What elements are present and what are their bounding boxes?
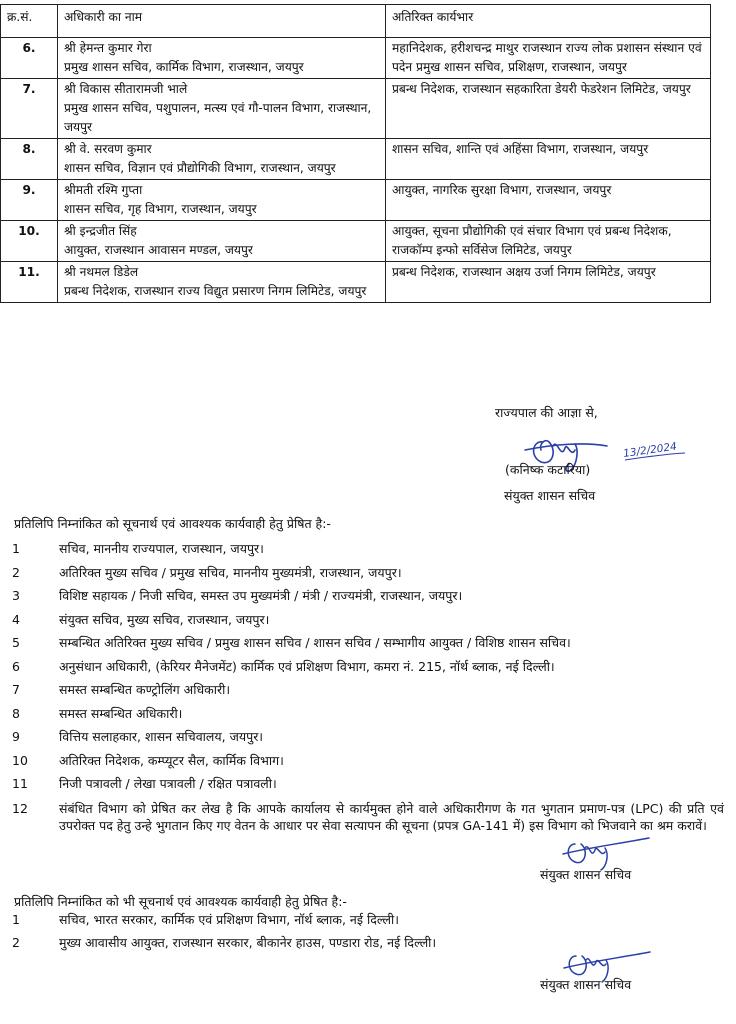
officer-name: श्री नथमल डिडेल bbox=[64, 265, 139, 279]
officer-name: श्रीमती रश्मि गुप्ता bbox=[64, 183, 143, 197]
item-text: वित्तिय सलाहकार, शासन सचिवालय, जयपुर। bbox=[59, 729, 264, 744]
signature-date: 13/2/2024 bbox=[622, 440, 678, 460]
list-item bbox=[0, 655, 730, 679]
item-number: 4 bbox=[12, 611, 20, 627]
officer-name: श्री इन्द्रजीत सिंह bbox=[64, 224, 137, 238]
officer-post: आयुक्त, राजस्थान आवासन मण्डल, जयपुर bbox=[64, 243, 253, 257]
item-text: अतिरिक्त मुख्य सचिव / प्रमुख सचिव, माननीय मुख्यमंत्री, राजस्थान, जयपुर। bbox=[59, 564, 402, 580]
officer-post: शासन सचिव, गृह विभाग, राजस्थान, जयपुर bbox=[64, 202, 257, 216]
officers-table bbox=[0, 4, 711, 303]
row-serial: 9. bbox=[1, 180, 58, 221]
item-text: अनुसंधान अधिकारी, (केरियर मैनेजमेंट) कार्मिक एवं प्रशिक्षण विभाग, कमरा नं. 215, नॉर्थ ब्लाक, नई दिल्ली। bbox=[59, 658, 555, 674]
copy-signatory-designation: संयुक्त शासन सचिव bbox=[540, 867, 632, 882]
table-header-row bbox=[1, 5, 711, 38]
item-number: 1 bbox=[12, 541, 20, 556]
item-text: समस्त सम्बन्धित अधिकारी। bbox=[59, 705, 183, 721]
item-text: सम्बन्धित अतिरिक्त मुख्य सचिव / प्रमुख शासन सचिव / शासन सचिव / सम्भागीय आयुक्त / विशिष्ठ शासन सचिव। bbox=[59, 635, 571, 650]
table-row bbox=[1, 79, 711, 139]
table-row bbox=[1, 221, 711, 262]
item-text: संयुक्त सचिव, मुख्य सचिव, राजस्थान, जयपुर। bbox=[59, 611, 270, 627]
officer-name: श्री हेमन्त कुमार गेरा bbox=[64, 41, 152, 55]
order-line: राज्यपाल की आज्ञा से, bbox=[495, 405, 598, 420]
additional-charge: आयुक्त, नागरिक सुरक्षा विभाग, राजस्थान, जयपुर bbox=[386, 180, 711, 221]
item-text: सचिव, माननीय राज्यपाल, राजस्थान, जयपुर। bbox=[59, 541, 264, 556]
officer-name: श्री विकास सीतारामजी भाले bbox=[64, 82, 188, 96]
header-officer-name: अधिकारी का नाम bbox=[58, 5, 386, 38]
officer-cell bbox=[58, 221, 386, 262]
list-item bbox=[0, 678, 730, 702]
list-item bbox=[0, 772, 730, 796]
officer-cell bbox=[58, 180, 386, 221]
item-number: 3 bbox=[12, 588, 20, 603]
list-item bbox=[0, 796, 730, 835]
copy-heading-2: प्रतिलिपि निम्नांकित को भी सूचनार्थ एवं आवश्यक कार्यवाही हेतु प्रेषित है:- bbox=[14, 894, 347, 909]
officer-cell bbox=[58, 262, 386, 303]
copy-list bbox=[0, 537, 730, 835]
list-item bbox=[0, 608, 730, 632]
additional-charge: महानिदेशक, हरीशचन्द्र माथुर राजस्थान राज्य लोक प्रशासन संस्थान एवं पदेन प्रमुख शासन सचिव, प्रशिक्षण, राजस्थान, जयपुर bbox=[386, 38, 711, 79]
row-serial: 10. bbox=[1, 221, 58, 262]
table-row bbox=[1, 38, 711, 79]
additional-charge: शासन सचिव, शान्ति एवं अहिंसा विभाग, राजस्थान, जयपुर bbox=[386, 139, 711, 180]
row-serial: 11. bbox=[1, 262, 58, 303]
row-serial: 7. bbox=[1, 79, 58, 139]
item-text: संबंधित विभाग को प्रेषित कर लेख है कि आपके कार्यालय से कार्यमुक्त होने वाले अधिकारीगण के गत भुगतान प्रमाण-पत्र (LPC) की प्रति एवं उपरोक्त पद हेतु उन्हे भुगतान किए गए वेतन के आधार पर सेवा सत्यापन की सूचना (प्रपत्र GA-141 में) इस विभाग को भिजवाने का श्रम करावें। bbox=[59, 800, 724, 833]
officer-name: श्री वे. सरवण कुमार bbox=[64, 142, 152, 156]
list-item bbox=[0, 584, 730, 608]
table-row bbox=[1, 262, 711, 303]
item-number: 2 bbox=[12, 564, 20, 580]
item-number: 10 bbox=[12, 752, 28, 768]
officer-cell bbox=[58, 38, 386, 79]
row-serial: 6. bbox=[1, 38, 58, 79]
row-serial: 8. bbox=[1, 139, 58, 180]
item-number: 7 bbox=[12, 682, 20, 697]
additional-charge: प्रबन्ध निदेशक, राजस्थान अक्षय उर्जा निगम लिमिटेड, जयपुर bbox=[386, 262, 711, 303]
officer-post: प्रबन्ध निदेशक, राजस्थान राज्य विद्युत प्रसारण निगम लिमिटेड, जयपुर bbox=[64, 284, 367, 298]
list-item bbox=[0, 537, 730, 561]
table-row bbox=[1, 180, 711, 221]
list-item bbox=[0, 749, 730, 773]
item-text: सचिव, भारत सरकार, कार्मिक एवं प्रशिक्षण विभाग, नॉर्थ ब्लाक, नई दिल्ली। bbox=[59, 912, 399, 927]
list-item bbox=[0, 702, 730, 726]
item-number: 1 bbox=[12, 912, 20, 927]
item-text: निजी पत्रावली / लेखा पत्रावली / रक्षित पत्रावली। bbox=[59, 776, 277, 791]
list-item bbox=[0, 725, 730, 749]
item-text: विशिष्ट सहायक / निजी सचिव, समस्त उप मुख्यमंत्री / मंत्री / राज्यमंत्री, राजस्थान, जयपुर। bbox=[59, 588, 463, 603]
officer-cell bbox=[58, 79, 386, 139]
signatory-name: (कनिष्क कटारिया) bbox=[505, 462, 591, 477]
officer-post: प्रमुख शासन सचिव, पशुपालन, मत्स्य एवं गौ-पालन विभाग, राजस्थान, जयपुर bbox=[64, 101, 372, 134]
item-number: 12 bbox=[12, 800, 28, 816]
header-serial: क्र.सं. bbox=[1, 5, 58, 38]
table-row bbox=[1, 139, 711, 180]
officer-post: शासन सचिव, विज्ञान एवं प्रौद्योगिकी विभाग, राजस्थान, जयपुर bbox=[64, 161, 336, 175]
item-number: 11 bbox=[12, 776, 28, 791]
list-item bbox=[0, 561, 730, 585]
officer-cell bbox=[58, 139, 386, 180]
list-item bbox=[0, 908, 730, 931]
item-number: 9 bbox=[12, 729, 20, 744]
item-text: अतिरिक्त निदेशक, कम्प्यूटर सैल, कार्मिक विभाग। bbox=[59, 752, 284, 768]
item-number: 5 bbox=[12, 635, 20, 650]
header-additional-charge: अतिरिक्त कार्यभार bbox=[386, 5, 711, 38]
item-number: 6 bbox=[12, 658, 20, 674]
item-text: मुख्य आवासीय आयुक्त, राजस्थान सरकार, बीकानेर हाउस, पण्डारा रोड, नई दिल्ली। bbox=[59, 935, 437, 950]
item-number: 2 bbox=[12, 935, 20, 950]
copy-signatory-designation-2: संयुक्त शासन सचिव bbox=[540, 977, 632, 992]
item-number: 8 bbox=[12, 705, 20, 721]
additional-charge: आयुक्त, सूचना प्रौद्योगिकी एवं संचार विभाग एवं प्रबन्ध निदेशक, राजकॉम्प इन्फो सर्विसेज लिमिटेड, जयपुर bbox=[386, 221, 711, 262]
officer-post: प्रमुख शासन सचिव, कार्मिक विभाग, राजस्थान, जयपुर bbox=[64, 60, 304, 74]
list-item bbox=[0, 631, 730, 655]
additional-charge: प्रबन्ध निदेशक, राजस्थान सहकारिता डेयरी फेडरेशन लिमिटेड, जयपुर bbox=[386, 79, 711, 139]
copy-heading: प्रतिलिपि निम्नांकित को सूचनार्थ एवं आवश्यक कार्यवाही हेतु प्रेषित है:- bbox=[14, 516, 331, 531]
signatory-designation: संयुक्त शासन सचिव bbox=[504, 488, 596, 503]
item-text: समस्त सम्बन्धित कण्ट्रोलिंग अधिकारी। bbox=[59, 682, 231, 697]
